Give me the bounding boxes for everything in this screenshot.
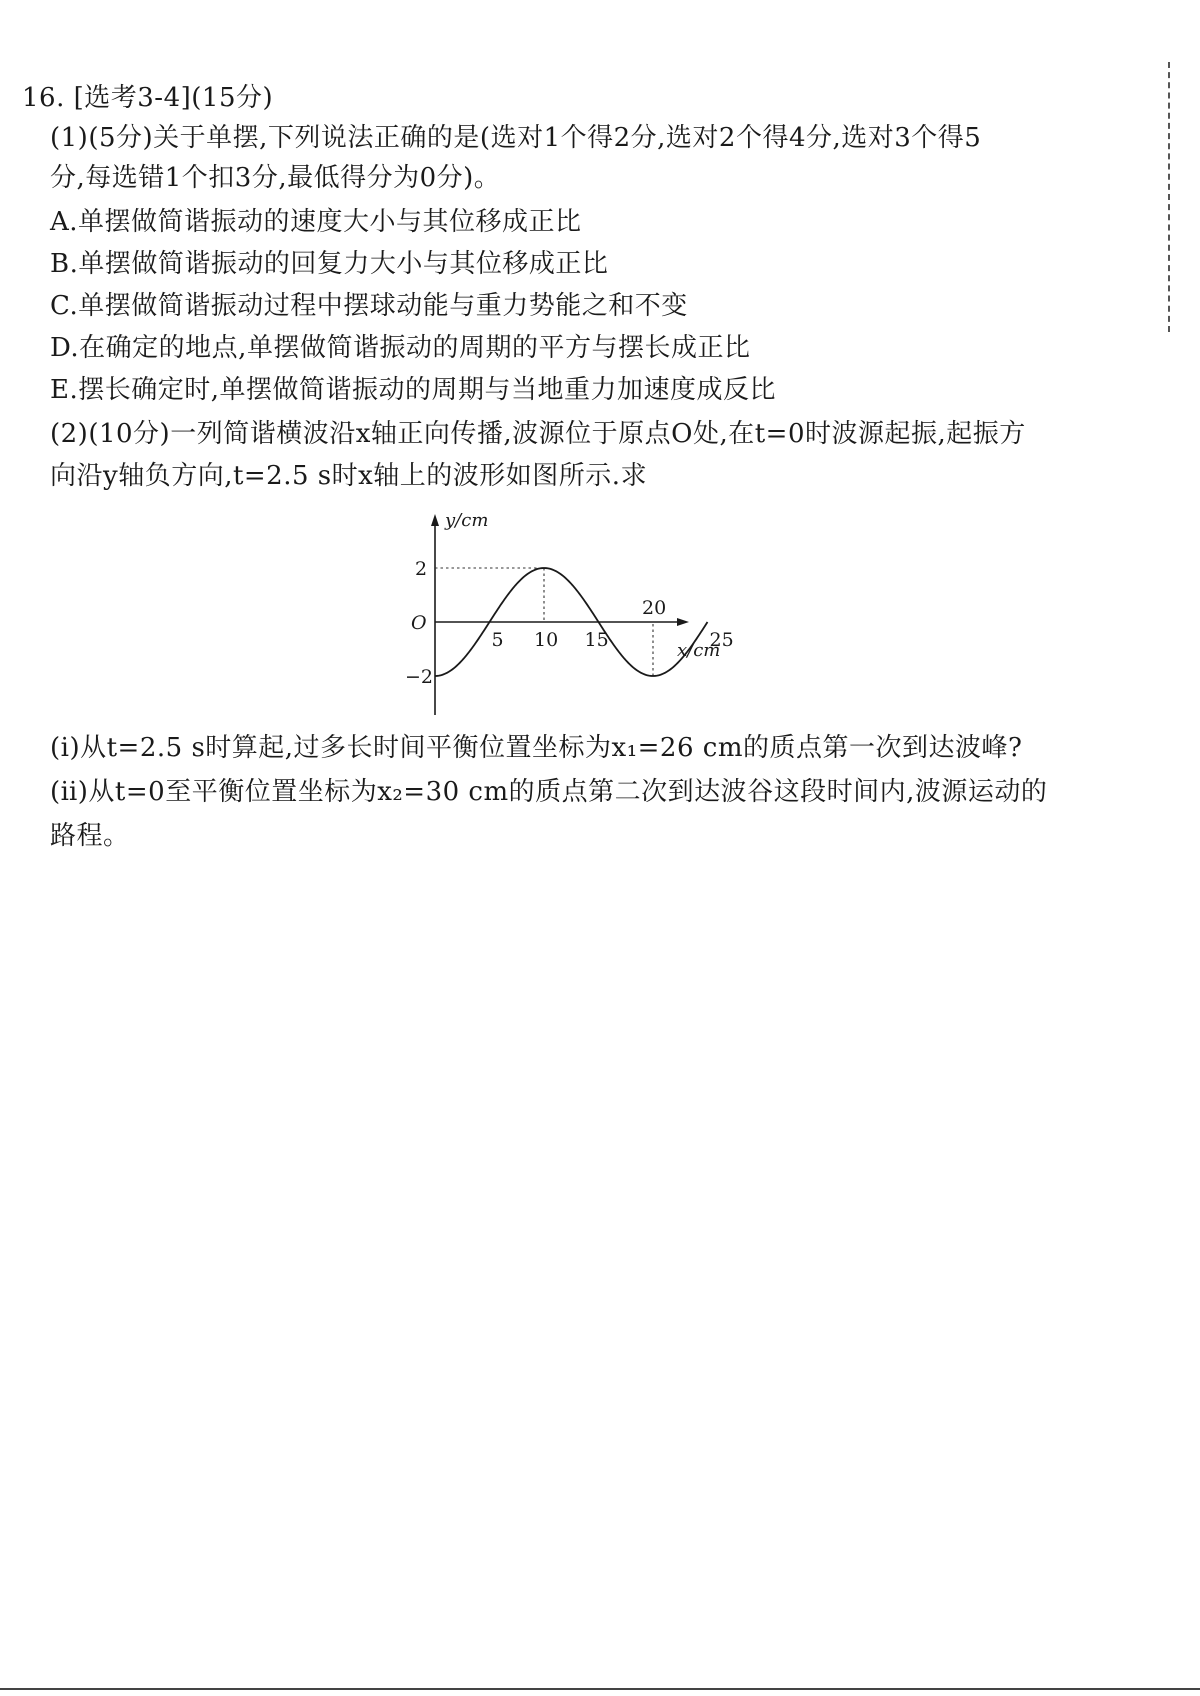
- origin-label: O: [411, 612, 427, 634]
- part2-stem-line2: 向沿y轴负方向,t=2.5 s时x轴上的波形如图所示.求: [50, 461, 648, 491]
- option-e: E.摆长确定时,单摆做简谐振动的周期与当地重力加速度成反比: [50, 375, 777, 405]
- wave-graph: [395, 510, 734, 729]
- y-tick-label: −2: [405, 666, 434, 688]
- question-header: 16. [选考3-4](15分): [22, 83, 274, 113]
- y-axis-arrow: [431, 514, 439, 526]
- page-bottom-rule: [0, 1688, 1200, 1690]
- x-axis-arrow: [677, 618, 689, 626]
- x-tick-label: 25: [709, 629, 734, 651]
- option-d: D.在确定的地点,单摆做简谐振动的周期的平方与摆长成正比: [50, 333, 751, 363]
- sub-question-ii-line2: 路程。: [50, 821, 130, 851]
- sub-question-ii-line1: (ⅱ)从t=0至平衡位置坐标为x₂=30 cm的质点第二次到达波谷这段时间内,波源运动的: [50, 777, 1048, 807]
- option-a: A.单摆做简谐振动的速度大小与其位移成正比: [50, 207, 582, 237]
- option-b: B.单摆做简谐振动的回复力大小与其位移成正比: [50, 249, 609, 279]
- option-c: C.单摆做简谐振动过程中摆球动能与重力势能之和不变: [50, 291, 688, 321]
- binding-cut-line: [1168, 62, 1170, 332]
- wave-graph-svg: [395, 510, 734, 725]
- x-tick-label: 10: [534, 629, 559, 651]
- part1-stem-line1: (1)(5分)关于单摆,下列说法正确的是(选对1个得2分,选对2个得4分,选对3个得5: [50, 123, 982, 153]
- y-axis-label: y/cm: [445, 510, 489, 531]
- x-tick-label: 5: [491, 629, 504, 651]
- x-tick-label: 20: [642, 597, 667, 619]
- sub-question-i: (ⅰ)从t=2.5 s时算起,过多长时间平衡位置坐标为x₁=26 cm的质点第一次到达波峰?: [50, 733, 1023, 763]
- part2-stem-line1: (2)(10分)一列简谐横波沿x轴正向传播,波源位于原点O处,在t=0时波源起振,起振方: [50, 419, 1026, 449]
- y-tick-label: 2: [415, 558, 428, 580]
- x-tick-label: 15: [584, 629, 609, 651]
- part1-stem-line2: 分,每选错1个扣3分,最低得分为0分)。: [50, 163, 501, 193]
- x-axis-label: x/cm: [677, 640, 721, 661]
